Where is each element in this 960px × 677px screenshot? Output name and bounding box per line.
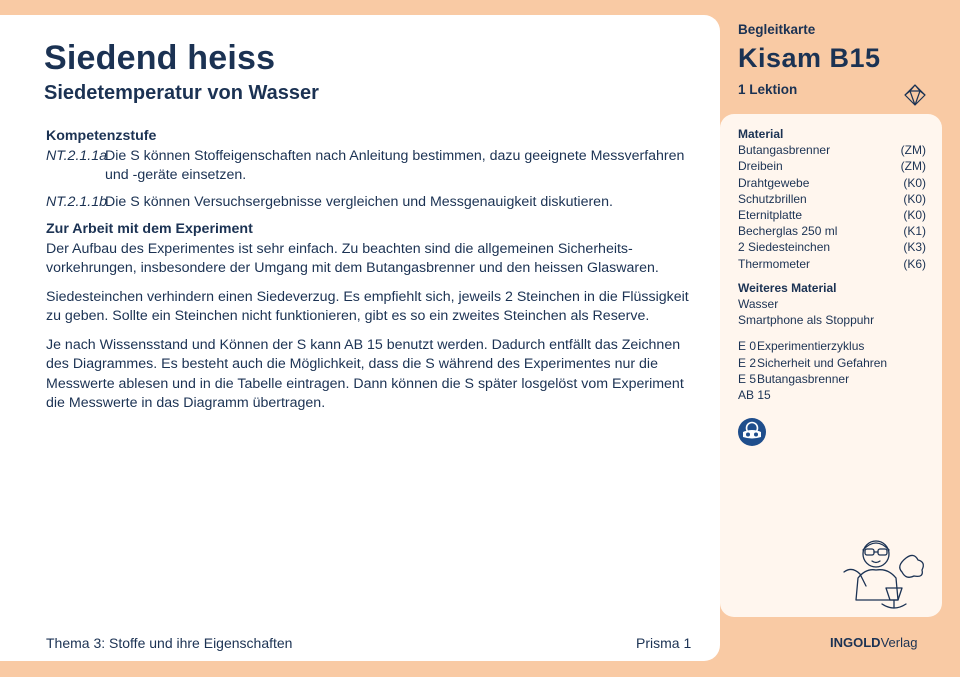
reference-code: E 0 — [738, 339, 757, 354]
main-card — [0, 15, 720, 661]
material-tag: (K0) — [903, 191, 926, 206]
competence-text: Die S können Versuchsergebnisse vergleichen und Messgenauigkeit diskutieren. — [105, 193, 613, 210]
page-subtitle: Siedetemperatur von Wasser — [44, 82, 319, 104]
lesson-count: 1 Lektion — [738, 82, 798, 97]
work-paragraph: Siedesteinchen verhindern einen Siedeverzug. Es empfiehlt sich, jeweils 2 Steinchen in die Flüssigkeit zu geben. Sollte ein Steinchen nicht funktionieren, gibt es so ein zweites Steinchen als Reserve. — [46, 288, 689, 324]
reference-list — [738, 338, 926, 403]
competence-code: NT.2.1.1b — [46, 193, 107, 210]
material-tag: (K0) — [903, 175, 926, 190]
work-paragraph: Der Aufbau des Experimentes ist sehr einfach. Zu beachten sind die allgemeinen Sicherheits-vorkehrungen, insbesondere der Umgang mit dem Butangasbrenner und den heissen Glaswaren. — [46, 240, 659, 276]
material-name: Schutzbrillen — [738, 191, 807, 206]
footer-theme: Thema 3: Stoffe und ihre Eigenschaften — [46, 635, 293, 651]
more-material-item: Smartphone als Stoppuhr — [738, 313, 875, 328]
more-material-item: Wasser — [738, 297, 779, 312]
material-name: Becherglas 250 ml — [738, 224, 838, 239]
more-material — [738, 280, 926, 329]
work-paragraph: Je nach Wissensstand und Können der S kann AB 15 benutzt werden. Dadurch entfällt das Zeichnen des Diagrammes. Es besteht auch die Möglichkeit, dass die S während des Experimentes nur die Messwerte ablesen und in die Tabelle eintragen. Dann können die S später losgelöst vom Experiment die Messwerte in das Diagramm übertragen. — [46, 336, 684, 411]
reference-row — [738, 338, 926, 354]
material-row — [738, 191, 926, 207]
page-title: Siedend heiss — [44, 39, 276, 77]
material-tag: (K1) — [903, 224, 926, 239]
reference-row — [738, 355, 926, 371]
publisher-name: INGOLD — [830, 635, 881, 650]
reference-code: E 2 — [738, 355, 757, 370]
material-content — [738, 126, 926, 403]
publisher-logo — [830, 635, 917, 650]
material-row — [738, 142, 926, 158]
worksheet-ref: AB 15 — [738, 388, 771, 403]
work-heading: Zur Arbeit mit dem Experiment — [46, 221, 253, 237]
material-tag: (ZM) — [900, 159, 926, 174]
work-section — [46, 220, 691, 414]
material-tag: (K0) — [903, 208, 926, 223]
material-name: 2 Siedesteinchen — [738, 240, 831, 255]
material-row — [738, 239, 926, 255]
material-row — [738, 175, 926, 191]
reference-label: Butangasbrenner — [757, 371, 850, 386]
competence-item — [46, 147, 691, 186]
main-content — [46, 127, 691, 423]
material-row — [738, 256, 926, 272]
reference-row — [738, 371, 926, 387]
material-tag: (ZM) — [900, 143, 926, 158]
material-name: Eternitplatte — [738, 208, 803, 223]
reference-code: E 5 — [738, 371, 757, 386]
material-tag: (K6) — [903, 256, 926, 271]
material-name: Butangasbrenner — [738, 143, 831, 158]
safety-goggles-icon — [737, 417, 767, 447]
diamond-icon — [904, 84, 926, 106]
competence-code: NT.2.1.1a — [46, 147, 107, 164]
material-row — [738, 223, 926, 239]
reference-label: Sicherheit und Gefahren — [757, 355, 888, 370]
material-card — [720, 114, 942, 617]
material-tag: (K3) — [903, 240, 926, 255]
competence-text: Die S können Stoffeigenschaften nach Anleitung bestimmen, dazu geeignete Messverfahren und -geräte einsetzen. — [105, 147, 685, 183]
scientist-illustration — [836, 528, 928, 614]
material-name: Drahtgewebe — [738, 175, 810, 190]
more-material-heading: Weiteres Material — [738, 280, 837, 295]
material-heading: Material — [738, 127, 784, 141]
competence-heading: Kompetenzstufe — [46, 128, 157, 144]
material-name: Dreibein — [738, 159, 783, 174]
material-row — [738, 158, 926, 174]
card-kicker: Begleitkarte — [738, 22, 816, 37]
footer-series: Prisma 1 — [636, 635, 692, 651]
material-name: Thermometer — [738, 256, 811, 271]
material-row — [738, 207, 926, 223]
card-code: Kisam B15 — [738, 43, 881, 73]
publisher-suffix: Verlag — [880, 635, 918, 650]
competence-item — [46, 193, 691, 213]
reference-label: Experimentierzyklus — [757, 339, 865, 354]
